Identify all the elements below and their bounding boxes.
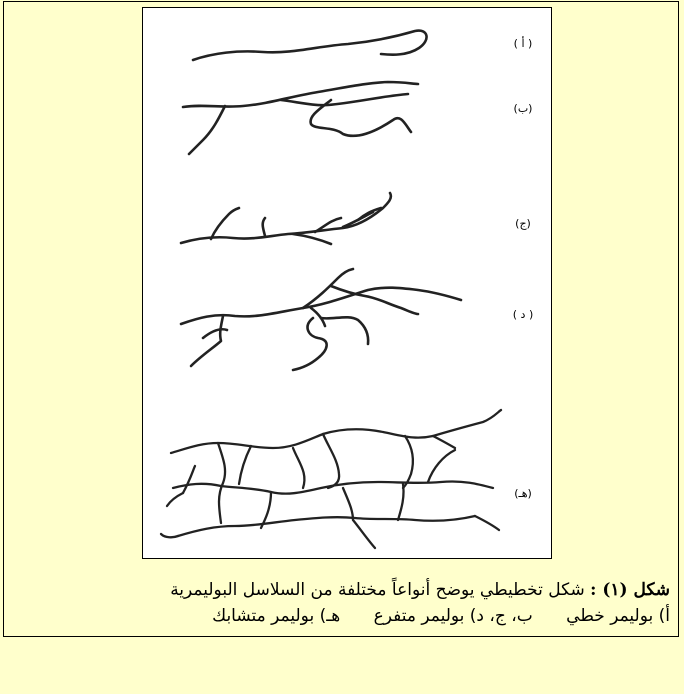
branched-polymer-c: [181, 193, 391, 244]
label-b: (ب): [513, 102, 533, 115]
figure-frame: [3, 1, 679, 637]
caption-label: شكل (١) :: [590, 580, 670, 600]
branched-polymer-d: [181, 269, 461, 370]
label-c: (ج): [515, 217, 531, 230]
caption-title: شكل تخطيطي يوضح أنواعاً مختلفة من السلاسل البوليمرية: [170, 580, 585, 600]
caption-item-bcd: ب، ج، د) بوليمر متفرع: [373, 606, 533, 626]
label-e: (هـ): [514, 487, 532, 500]
diagram-panel: [142, 7, 552, 559]
caption-item-e: هـ) بوليمر متشابك: [212, 606, 341, 626]
label-a: ( أ ): [513, 37, 533, 50]
polymer-chains-diagram: [143, 8, 551, 558]
crosslinked-polymer-e: [161, 410, 501, 548]
figure-caption: [30, 577, 670, 629]
label-d: ( د ): [512, 308, 534, 321]
caption-item-a: أ) بوليمر خطي: [566, 606, 670, 626]
caption-line-1: [30, 577, 670, 603]
caption-line-2: [30, 603, 670, 629]
branched-polymer-b: [183, 82, 418, 154]
linear-polymer-chain: [193, 31, 427, 60]
